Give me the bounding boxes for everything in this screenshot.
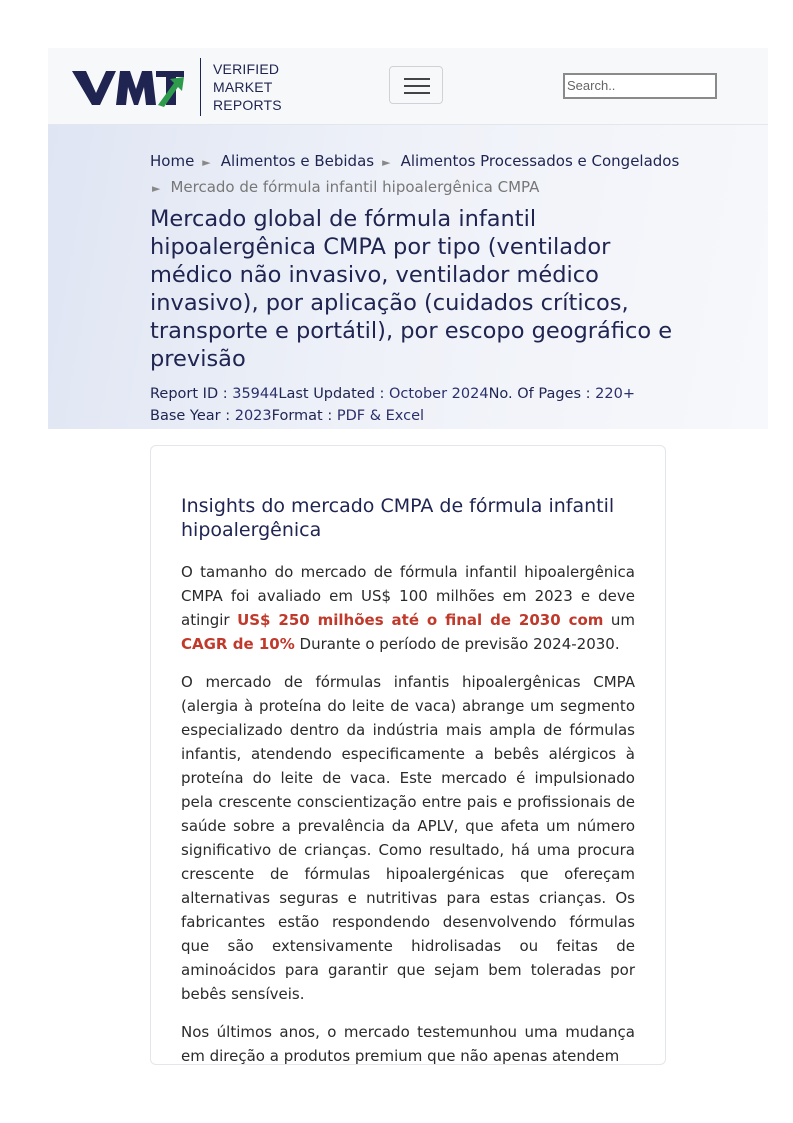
report-id-value: 35944 (232, 386, 279, 402)
search-input[interactable]: Search.. (563, 73, 717, 99)
menu-icon-bar-1 (404, 78, 430, 80)
p1-highlight-cagr: CAGR de 10% (181, 635, 295, 653)
hero-banner (48, 125, 768, 429)
format-label: Format : (271, 408, 337, 424)
menu-icon-bar-2 (404, 85, 430, 87)
insights-paragraph-3: Nos últimos anos, o mercado testemunhou uma mudança em direção a produtos premium que não apenas atendem (181, 1023, 635, 1065)
last-updated-value: October 2024 (389, 386, 489, 402)
chevron-right-icon: ► (202, 156, 211, 169)
base-year-label: Base Year : (150, 408, 235, 424)
base-year-value: 2023 (234, 408, 272, 424)
market-insights-card (150, 445, 666, 1065)
insights-paragraph-2: O mercado de fórmulas infantis hipoalergênicas CMPA (alergia à proteína do leite de vaca) abrange um segmento especializado dentro da indústria mais ampla de fórmulas infantis, atendendo especificamente a bebês alérgicos à proteína do leite de vaca. Este mercado é impulsionado pela crescente conscientização entre pais e profissionais de saúde sobre a prevalência da APLV, que afeta um número significativo de crianças. Como resultado, há uma procura crescente de fórmulas hipoalergénicas que ofereçam alternativas seguras e nutritivas para estas crianças. Os fabricantes estão respondendo desenvolvendo fórmulas que são extensivamente hidrolisadas ou feitas de aminoácidos para garantir que sejam bem toleradas por bebês sensíveis. (181, 673, 635, 1003)
page (48, 48, 768, 1065)
vmr-logo-icon (72, 65, 186, 109)
report-id-label: Report ID : (150, 386, 233, 402)
logo-line-2: MARKET (213, 79, 273, 95)
p1-text-c: Durante o período de previsão 2024-2030. (294, 635, 620, 653)
logo-divider (200, 58, 201, 116)
report-meta (150, 383, 670, 427)
logo-line-1: VERIFIED (213, 61, 280, 77)
breadcrumb (150, 149, 690, 201)
pages-value: 220+ (595, 386, 635, 402)
logo-line-3: REPORTS (213, 97, 282, 113)
chevron-right-icon: ► (152, 182, 161, 195)
breadcrumb-food-beverages[interactable]: Alimentos e Bebidas (220, 152, 375, 170)
p1-highlight-value: US$ 250 milhões até o final de 2030 com (237, 611, 604, 629)
page-title: Mercado global de fórmula infantil hipoalergênica CMPA por tipo (ventilador médico não invasivo, ventilador médico invasivo), por aplicação (cuidados críticos, transporte e portátil), por escopo geográfico e previsão (150, 206, 673, 372)
logo-text (213, 60, 282, 114)
format-value: PDF & Excel (336, 408, 425, 424)
insights-paragraph-1 (181, 560, 635, 656)
pages-label: No. Of Pages : (488, 386, 596, 402)
insights-heading: Insights do mercado CMPA de fórmula infantil hipoalergênica (181, 495, 615, 541)
breadcrumb-processed-frozen[interactable]: Alimentos Processados e Congelados (400, 152, 680, 170)
hamburger-menu-button[interactable] (389, 66, 443, 104)
logo[interactable] (72, 58, 282, 116)
chevron-right-icon: ► (382, 156, 391, 169)
site-header (48, 48, 768, 125)
p1-text-b: um (603, 611, 635, 629)
p1-text-a: O tamanho do mercado de fórmula infantil hipoalergênica CMPA foi avaliado em US$ 100 milhões em 2023 e deve atingir (181, 563, 635, 629)
breadcrumb-home[interactable]: Home (150, 152, 195, 170)
menu-icon-bar-3 (404, 92, 430, 94)
last-updated-label: Last Updated : (278, 386, 390, 402)
breadcrumb-current: Mercado de fórmula infantil hipoalergênica CMPA (170, 178, 540, 196)
